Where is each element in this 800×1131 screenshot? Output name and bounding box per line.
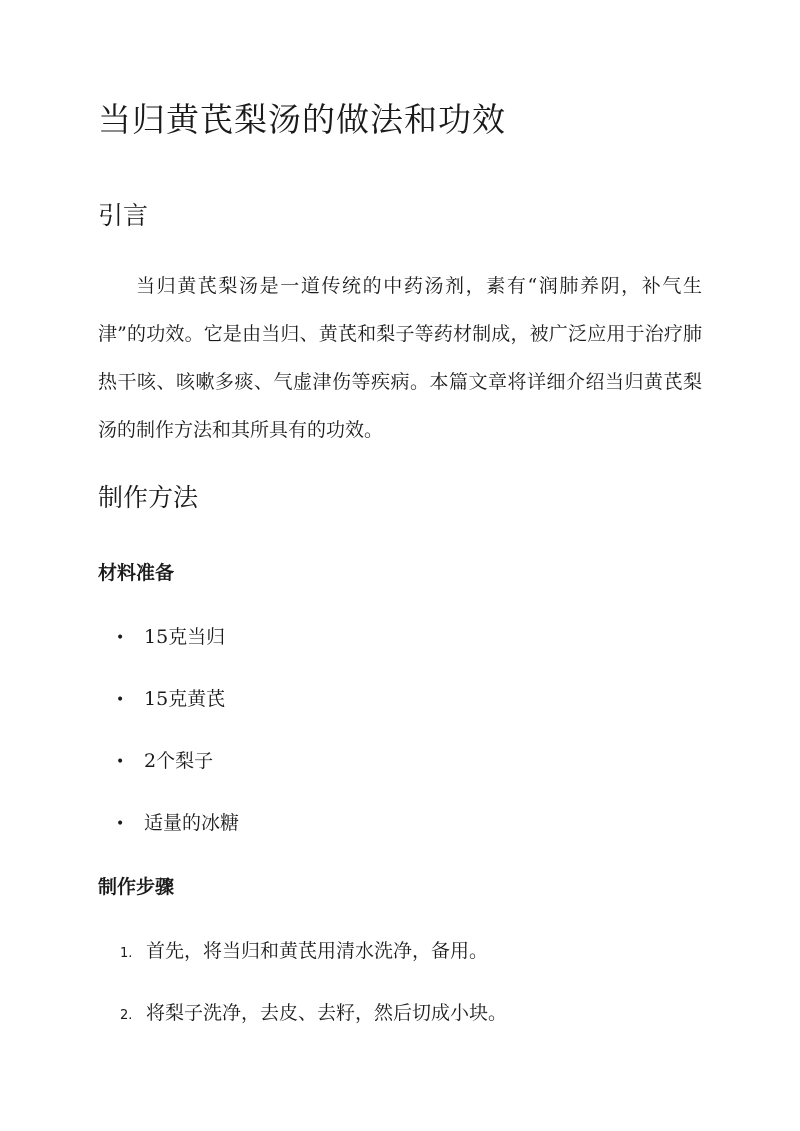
step-number: 1. xyxy=(120,946,133,961)
materials-heading: 材料准备 xyxy=(98,562,175,584)
step-text: 将梨子洗净，去皮、去籽，然后切成小块。 xyxy=(146,1002,508,1024)
list-item-text: 适量的冰糖 xyxy=(144,812,240,834)
intro-paragraph: 当归黄芪梨汤是一道传统的中药汤剂，素有“润肺养阴，补气生津”的功效。它是由当归、黄芪和梨子等药材制成，被广泛应用于治疗肺热干咳、咳嗽多痰、气虚津伤等疾病。本篇文章将详细介绍当归黄芪梨汤的制作方法和其所具有的功效。 xyxy=(98,275,702,441)
step-number: 2. xyxy=(120,1008,133,1023)
method-heading: 制作方法 xyxy=(98,483,199,512)
list-item xyxy=(116,746,213,773)
list-item-text: 15克当归 xyxy=(144,626,226,648)
list-item xyxy=(116,808,239,835)
list-item-text: 2个梨子 xyxy=(144,750,214,772)
intro-heading: 引言 xyxy=(98,201,149,230)
list-item xyxy=(120,936,488,963)
document-title: 当归黄芪梨汤的做法和功效 xyxy=(98,100,506,139)
step-text: 首先，将当归和黄芪用清水洗净，备用。 xyxy=(146,940,489,962)
bullet-icon: • xyxy=(116,754,125,770)
bullet-icon: • xyxy=(116,630,125,646)
steps-heading: 制作步骤 xyxy=(98,876,175,898)
list-item xyxy=(120,998,507,1025)
list-item xyxy=(116,622,225,649)
bullet-icon: • xyxy=(116,692,125,708)
bullet-icon: • xyxy=(116,816,125,832)
list-item xyxy=(116,684,225,711)
list-item-text: 15克黄芪 xyxy=(144,688,226,710)
